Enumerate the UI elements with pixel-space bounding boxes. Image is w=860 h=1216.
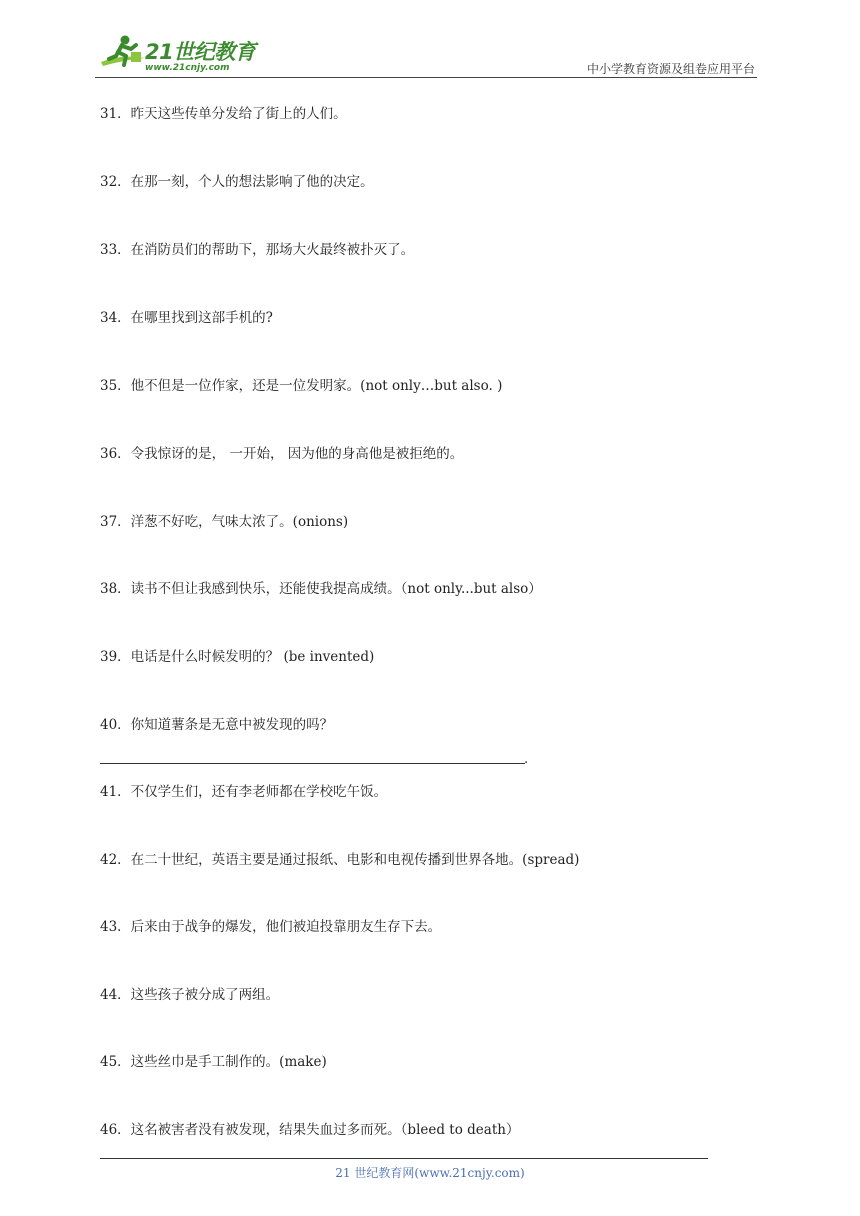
question-34: 34．在哪里找到这部手机的? [100, 310, 273, 326]
header-divider [95, 77, 757, 78]
platform-label: 中小学教育资源及组卷应用平台 [586, 62, 755, 76]
footer-text: 21 世纪教育网(www.21cnjy.com) [335, 1166, 525, 1180]
answer-line-40 [100, 763, 525, 764]
question-43: 43．后来由于战争的爆发，他们被迫投靠朋友生存下去。 [100, 919, 442, 935]
page-header [95, 30, 755, 78]
logo [95, 30, 265, 78]
runner-logo-icon [95, 32, 147, 76]
question-36: 36．令我惊讶的是， 一开始， 因为他的身高他是被拒绝的。 [100, 446, 464, 462]
question-38: 38．读书不但让我感到快乐，还能使我提高成绩。（not only...but also） [100, 581, 542, 597]
question-33: 33．在消防员们的帮助下，那场大火最终被扑灭了。 [100, 242, 415, 258]
question-45: 45．这些丝巾是手工制作的。(make) [100, 1054, 327, 1070]
question-31: 31．昨天这些传单分发给了街上的人们。 [100, 106, 347, 122]
question-35: 35．他不但是一位作家，还是一位发明家。(not only…but also. ) [100, 378, 503, 394]
question-41: 41．不仅学生们，还有李老师都在学校吃午饭。 [100, 784, 388, 800]
question-32: 32．在那一刻，个人的想法影响了他的决定。 [100, 174, 374, 190]
answer-line-end: . [524, 752, 529, 767]
logo-title: 21世纪教育 [145, 40, 256, 64]
footer-divider [100, 1158, 708, 1159]
question-46: 46．这名被害者没有被发现，结果失血过多而死。（bleed to death） [100, 1122, 520, 1138]
question-40: 40．你知道薯条是无意中被发现的吗？ [100, 717, 334, 733]
question-42: 42．在二十世纪，英语主要是通过报纸、电影和电视传播到世界各地。(spread) [100, 852, 580, 868]
question-37: 37．洋葱不好吃，气味太浓了。(onions) [100, 514, 349, 530]
question-39: 39．电话是什么时候发明的？ (be invented) [100, 649, 375, 665]
logo-url: www.21cnjy.com [145, 63, 230, 73]
question-44: 44．这些孩子被分成了两组。 [100, 987, 280, 1003]
